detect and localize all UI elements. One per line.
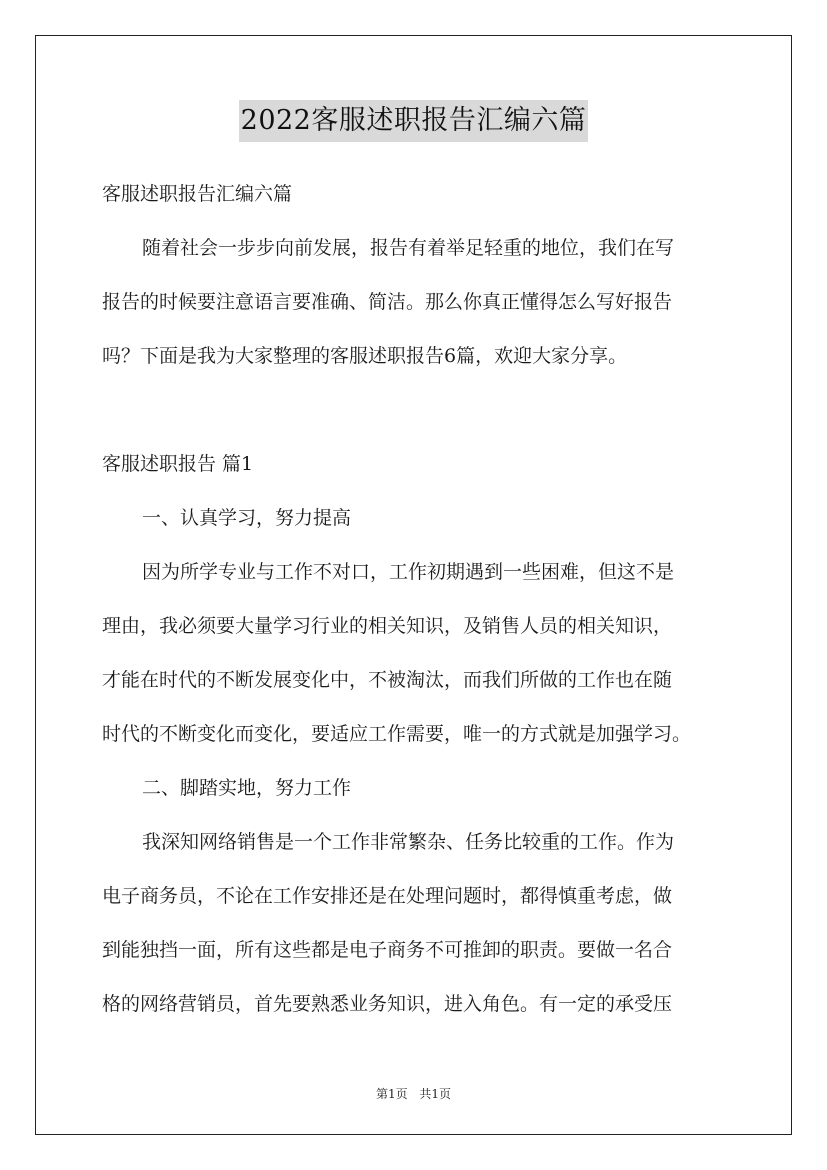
page-total: 共1页	[419, 1087, 452, 1101]
paragraph-1-line: 才能在时代的不断发展变化中，不被淘汰，而我们所做的工作也在随	[102, 669, 673, 691]
paragraph-1-line: 时代的不断变化而变化，要适应工作需要，唯一的方式就是加强学习。	[102, 723, 692, 745]
intro-line: 报告的时候要注意语言要准确、简洁。那么你真正懂得怎么写好报告	[102, 291, 673, 313]
page-footer	[0, 1085, 827, 1102]
paragraph-2-line: 格的网络营销员，首先要熟悉业务知识，进入角色。有一定的承受压	[102, 993, 673, 1015]
paragraph-2-line: 电子商务员，不论在工作安排还是在处理问题时，都得慎重考虑，做	[102, 885, 673, 907]
intro-line: 吗？下面是我为大家整理的客服述职报告6篇，欢迎大家分享。	[102, 345, 628, 367]
paragraph-2-line: 我深知网络销售是一个工作非常繁杂、任务比较重的工作。作为	[142, 831, 675, 853]
paragraph-1-line: 理由，我必须要大量学习行业的相关知识，及销售人员的相关知识，	[102, 615, 673, 637]
paragraph-2-line: 到能独挡一面，所有这些都是电子商务不可推卸的职责。要做一名合	[102, 939, 673, 961]
heading-2: 二、脚踏实地，努力工作	[142, 777, 352, 799]
document-title-container	[0, 100, 827, 142]
document-title: 2022客服述职报告汇编六篇	[239, 100, 589, 142]
document-subtitle: 客服述职报告汇编六篇	[102, 183, 293, 205]
page-number: 第1页	[375, 1087, 408, 1101]
paragraph-1-line: 因为所学专业与工作不对口，工作初期遇到一些困难，但这不是	[142, 561, 675, 583]
intro-line: 随着社会一步步向前发展，报告有着举足轻重的地位，我们在写	[142, 237, 675, 259]
section-heading: 客服述职报告 篇1	[102, 453, 254, 475]
heading-1: 一、认真学习，努力提高	[142, 507, 352, 529]
